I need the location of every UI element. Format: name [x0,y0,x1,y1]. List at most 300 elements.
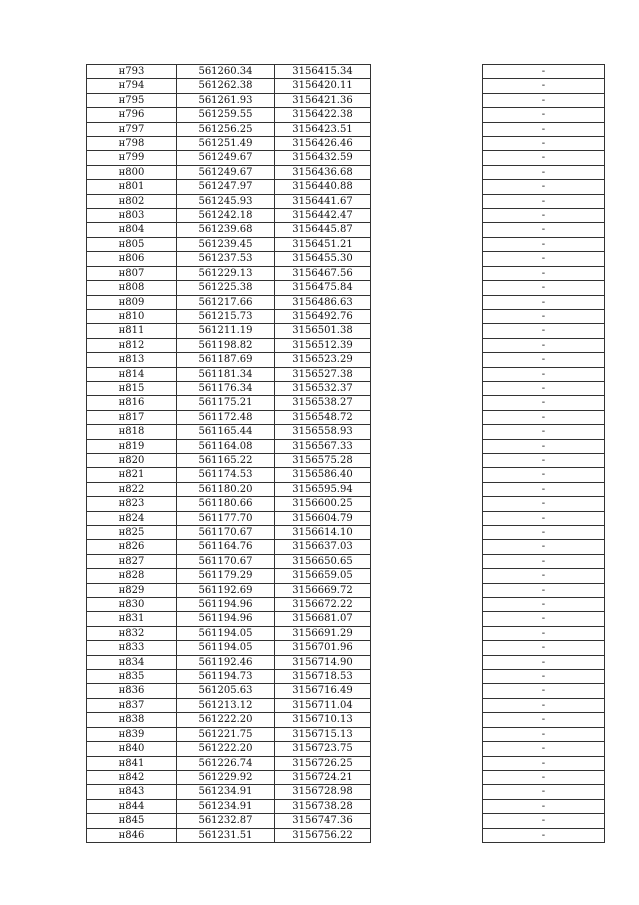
note-cell [371,626,483,640]
x-coordinate-cell: 561176.34 [177,381,275,395]
point-id-cell: н835 [87,670,177,684]
y-coordinate-cell: 3156492.76 [275,309,371,323]
table-row [87,281,605,295]
note-cell [371,209,483,223]
note-cell [371,439,483,453]
table-row [87,511,605,525]
note-cell [371,252,483,266]
table-row [87,756,605,770]
note-cell [371,237,483,251]
table-row [87,367,605,381]
table-row [87,439,605,453]
y-coordinate-cell: 3156723.75 [275,742,371,756]
point-id-cell: н821 [87,468,177,482]
point-id-cell: н831 [87,612,177,626]
point-id-cell: н795 [87,93,177,107]
table-row [87,410,605,424]
table-row [87,497,605,511]
table-row [87,670,605,684]
point-id-cell: н799 [87,151,177,165]
value-cell: - [483,742,605,756]
x-coordinate-cell: 561232.87 [177,814,275,828]
table-row [87,381,605,395]
value-cell: - [483,511,605,525]
y-coordinate-cell: 3156701.96 [275,641,371,655]
point-id-cell: н811 [87,324,177,338]
x-coordinate-cell: 561165.22 [177,453,275,467]
note-cell [371,497,483,511]
note-cell [371,137,483,151]
table-row [87,108,605,122]
value-cell: - [483,108,605,122]
note-cell [371,353,483,367]
note-cell [371,727,483,741]
point-id-cell: н846 [87,828,177,842]
note-cell [371,309,483,323]
y-coordinate-cell: 3156436.68 [275,165,371,179]
table-row [87,266,605,280]
note-cell [371,324,483,338]
table-row [87,626,605,640]
note-cell [371,698,483,712]
y-coordinate-cell: 3156669.72 [275,583,371,597]
value-cell: - [483,165,605,179]
table-row [87,338,605,352]
x-coordinate-cell: 561194.05 [177,626,275,640]
note-cell [371,598,483,612]
note-cell [371,93,483,107]
note-cell [371,482,483,496]
table-row [87,785,605,799]
value-cell: - [483,93,605,107]
table-row [87,93,605,107]
x-coordinate-cell: 561229.92 [177,770,275,784]
table-row [87,353,605,367]
note-cell [371,468,483,482]
x-coordinate-cell: 561205.63 [177,684,275,698]
x-coordinate-cell: 561175.21 [177,396,275,410]
y-coordinate-cell: 3156714.90 [275,655,371,669]
x-coordinate-cell: 561242.18 [177,209,275,223]
table-row [87,309,605,323]
y-coordinate-cell: 3156747.36 [275,814,371,828]
note-cell [371,814,483,828]
x-coordinate-cell: 561249.67 [177,165,275,179]
note-cell [371,65,483,79]
value-cell: - [483,684,605,698]
y-coordinate-cell: 3156716.49 [275,684,371,698]
x-coordinate-cell: 561217.66 [177,295,275,309]
x-coordinate-cell: 561251.49 [177,137,275,151]
y-coordinate-cell: 3156600.25 [275,497,371,511]
note-cell [371,684,483,698]
table-row [87,79,605,93]
value-cell: - [483,180,605,194]
x-coordinate-cell: 561165.44 [177,425,275,439]
value-cell: - [483,770,605,784]
value-cell: - [483,223,605,237]
x-coordinate-cell: 561177.70 [177,511,275,525]
point-id-cell: н826 [87,540,177,554]
note-cell [371,151,483,165]
value-cell: - [483,65,605,79]
table-row [87,65,605,79]
table-row [87,237,605,251]
x-coordinate-cell: 561194.05 [177,641,275,655]
point-id-cell: н796 [87,108,177,122]
value-cell: - [483,713,605,727]
value-cell: - [483,497,605,511]
value-cell: - [483,151,605,165]
x-coordinate-cell: 561256.25 [177,122,275,136]
x-coordinate-cell: 561221.75 [177,727,275,741]
point-id-cell: н808 [87,281,177,295]
x-coordinate-cell: 561234.91 [177,785,275,799]
table-row [87,223,605,237]
point-id-cell: н793 [87,65,177,79]
y-coordinate-cell: 3156523.29 [275,353,371,367]
y-coordinate-cell: 3156486.63 [275,295,371,309]
y-coordinate-cell: 3156475.84 [275,281,371,295]
point-id-cell: н837 [87,698,177,712]
y-coordinate-cell: 3156538.27 [275,396,371,410]
y-coordinate-cell: 3156672.22 [275,598,371,612]
note-cell [371,165,483,179]
value-cell: - [483,410,605,424]
x-coordinate-cell: 561215.73 [177,309,275,323]
y-coordinate-cell: 3156451.21 [275,237,371,251]
point-id-cell: н827 [87,554,177,568]
value-cell: - [483,540,605,554]
note-cell [371,526,483,540]
x-coordinate-cell: 561245.93 [177,194,275,208]
value-cell: - [483,353,605,367]
table-row [87,554,605,568]
value-cell: - [483,641,605,655]
coordinates-table [86,64,605,843]
y-coordinate-cell: 3156420.11 [275,79,371,93]
point-id-cell: н814 [87,367,177,381]
point-id-cell: н798 [87,137,177,151]
x-coordinate-cell: 561247.97 [177,180,275,194]
x-coordinate-cell: 561180.66 [177,497,275,511]
table-row [87,828,605,842]
table-row [87,482,605,496]
note-cell [371,367,483,381]
y-coordinate-cell: 3156415.34 [275,65,371,79]
point-id-cell: н810 [87,309,177,323]
value-cell: - [483,583,605,597]
value-cell: - [483,626,605,640]
y-coordinate-cell: 3156604.79 [275,511,371,525]
y-coordinate-cell: 3156614.10 [275,526,371,540]
point-id-cell: н807 [87,266,177,280]
x-coordinate-cell: 561198.82 [177,338,275,352]
note-cell [371,381,483,395]
y-coordinate-cell: 3156715.13 [275,727,371,741]
value-cell: - [483,425,605,439]
table-row [87,425,605,439]
value-cell: - [483,698,605,712]
note-cell [371,79,483,93]
y-coordinate-cell: 3156595.94 [275,482,371,496]
point-id-cell: н833 [87,641,177,655]
y-coordinate-cell: 3156637.03 [275,540,371,554]
point-id-cell: н822 [87,482,177,496]
table-row [87,684,605,698]
table-row [87,295,605,309]
x-coordinate-cell: 561237.53 [177,252,275,266]
note-cell [371,122,483,136]
x-coordinate-cell: 561229.13 [177,266,275,280]
x-coordinate-cell: 561192.69 [177,583,275,597]
y-coordinate-cell: 3156756.22 [275,828,371,842]
note-cell [371,295,483,309]
point-id-cell: н819 [87,439,177,453]
y-coordinate-cell: 3156738.28 [275,799,371,813]
value-cell: - [483,338,605,352]
note-cell [371,425,483,439]
y-coordinate-cell: 3156422.38 [275,108,371,122]
value-cell: - [483,598,605,612]
y-coordinate-cell: 3156527.38 [275,367,371,381]
y-coordinate-cell: 3156467.56 [275,266,371,280]
x-coordinate-cell: 561181.34 [177,367,275,381]
note-cell [371,713,483,727]
point-id-cell: н818 [87,425,177,439]
note-cell [371,770,483,784]
point-id-cell: н842 [87,770,177,784]
table-row [87,453,605,467]
note-cell [371,540,483,554]
x-coordinate-cell: 561180.20 [177,482,275,496]
value-cell: - [483,655,605,669]
value-cell: - [483,554,605,568]
table-row [87,194,605,208]
note-cell [371,410,483,424]
note-cell [371,511,483,525]
table-row [87,770,605,784]
value-cell: - [483,670,605,684]
note-cell [371,108,483,122]
x-coordinate-cell: 561194.96 [177,598,275,612]
point-id-cell: н809 [87,295,177,309]
table-row [87,137,605,151]
table-row [87,468,605,482]
table-row [87,324,605,338]
y-coordinate-cell: 3156726.25 [275,756,371,770]
point-id-cell: н840 [87,742,177,756]
note-cell [371,453,483,467]
x-coordinate-cell: 561231.51 [177,828,275,842]
point-id-cell: н828 [87,569,177,583]
x-coordinate-cell: 561172.48 [177,410,275,424]
value-cell: - [483,137,605,151]
note-cell [371,396,483,410]
x-coordinate-cell: 561194.73 [177,670,275,684]
table-row [87,727,605,741]
value-cell: - [483,266,605,280]
value-cell: - [483,79,605,93]
value-cell: - [483,324,605,338]
value-cell: - [483,367,605,381]
x-coordinate-cell: 561164.08 [177,439,275,453]
y-coordinate-cell: 3156575.28 [275,453,371,467]
point-id-cell: н815 [87,381,177,395]
table-row [87,612,605,626]
point-id-cell: н794 [87,79,177,93]
point-id-cell: н829 [87,583,177,597]
coordinates-table-body [87,65,605,843]
y-coordinate-cell: 3156650.65 [275,554,371,568]
y-coordinate-cell: 3156659.05 [275,569,371,583]
point-id-cell: н813 [87,353,177,367]
x-coordinate-cell: 561260.34 [177,65,275,79]
value-cell: - [483,468,605,482]
point-id-cell: н802 [87,194,177,208]
x-coordinate-cell: 561192.46 [177,655,275,669]
value-cell: - [483,209,605,223]
x-coordinate-cell: 561179.29 [177,569,275,583]
table-row [87,814,605,828]
note-cell [371,785,483,799]
point-id-cell: н805 [87,237,177,251]
x-coordinate-cell: 561249.67 [177,151,275,165]
value-cell: - [483,295,605,309]
value-cell: - [483,381,605,395]
note-cell [371,569,483,583]
y-coordinate-cell: 3156681.07 [275,612,371,626]
table-row [87,396,605,410]
point-id-cell: н832 [87,626,177,640]
note-cell [371,194,483,208]
point-id-cell: н803 [87,209,177,223]
table-row [87,526,605,540]
x-coordinate-cell: 561222.20 [177,742,275,756]
value-cell: - [483,439,605,453]
table-row [87,799,605,813]
y-coordinate-cell: 3156501.38 [275,324,371,338]
y-coordinate-cell: 3156512.39 [275,338,371,352]
y-coordinate-cell: 3156423.51 [275,122,371,136]
point-id-cell: н816 [87,396,177,410]
note-cell [371,799,483,813]
y-coordinate-cell: 3156432.59 [275,151,371,165]
x-coordinate-cell: 561170.67 [177,526,275,540]
point-id-cell: н806 [87,252,177,266]
value-cell: - [483,756,605,770]
table-row [87,569,605,583]
y-coordinate-cell: 3156567.33 [275,439,371,453]
point-id-cell: н817 [87,410,177,424]
note-cell [371,223,483,237]
point-id-cell: н838 [87,713,177,727]
y-coordinate-cell: 3156445.87 [275,223,371,237]
table-row [87,209,605,223]
point-id-cell: н845 [87,814,177,828]
y-coordinate-cell: 3156724.21 [275,770,371,784]
table-row [87,583,605,597]
note-cell [371,281,483,295]
value-cell: - [483,482,605,496]
value-cell: - [483,237,605,251]
value-cell: - [483,122,605,136]
value-cell: - [483,799,605,813]
point-id-cell: н836 [87,684,177,698]
note-cell [371,554,483,568]
point-id-cell: н800 [87,165,177,179]
x-coordinate-cell: 561187.69 [177,353,275,367]
table-row [87,165,605,179]
note-cell [371,828,483,842]
point-id-cell: н839 [87,727,177,741]
table-row [87,641,605,655]
value-cell: - [483,727,605,741]
value-cell: - [483,194,605,208]
x-coordinate-cell: 561213.12 [177,698,275,712]
table-row [87,540,605,554]
note-cell [371,742,483,756]
table-row [87,180,605,194]
point-id-cell: н801 [87,180,177,194]
table-row [87,598,605,612]
point-id-cell: н843 [87,785,177,799]
value-cell: - [483,828,605,842]
x-coordinate-cell: 561261.93 [177,93,275,107]
table-row [87,698,605,712]
table-row [87,742,605,756]
y-coordinate-cell: 3156728.98 [275,785,371,799]
note-cell [371,266,483,280]
value-cell: - [483,309,605,323]
y-coordinate-cell: 3156691.29 [275,626,371,640]
table-row [87,713,605,727]
y-coordinate-cell: 3156455.30 [275,252,371,266]
value-cell: - [483,252,605,266]
y-coordinate-cell: 3156718.53 [275,670,371,684]
x-coordinate-cell: 561170.67 [177,554,275,568]
x-coordinate-cell: 561262.38 [177,79,275,93]
note-cell [371,180,483,194]
point-id-cell: н830 [87,598,177,612]
value-cell: - [483,526,605,540]
y-coordinate-cell: 3156442.47 [275,209,371,223]
value-cell: - [483,785,605,799]
x-coordinate-cell: 561211.19 [177,324,275,338]
note-cell [371,612,483,626]
y-coordinate-cell: 3156440.88 [275,180,371,194]
note-cell [371,756,483,770]
point-id-cell: н812 [87,338,177,352]
y-coordinate-cell: 3156710.13 [275,713,371,727]
note-cell [371,641,483,655]
value-cell: - [483,814,605,828]
point-id-cell: н841 [87,756,177,770]
x-coordinate-cell: 561234.91 [177,799,275,813]
table-row [87,655,605,669]
x-coordinate-cell: 561194.96 [177,612,275,626]
point-id-cell: н823 [87,497,177,511]
point-id-cell: н804 [87,223,177,237]
note-cell [371,583,483,597]
value-cell: - [483,281,605,295]
note-cell [371,670,483,684]
x-coordinate-cell: 561225.38 [177,281,275,295]
value-cell: - [483,612,605,626]
note-cell [371,338,483,352]
point-id-cell: н824 [87,511,177,525]
x-coordinate-cell: 561239.45 [177,237,275,251]
